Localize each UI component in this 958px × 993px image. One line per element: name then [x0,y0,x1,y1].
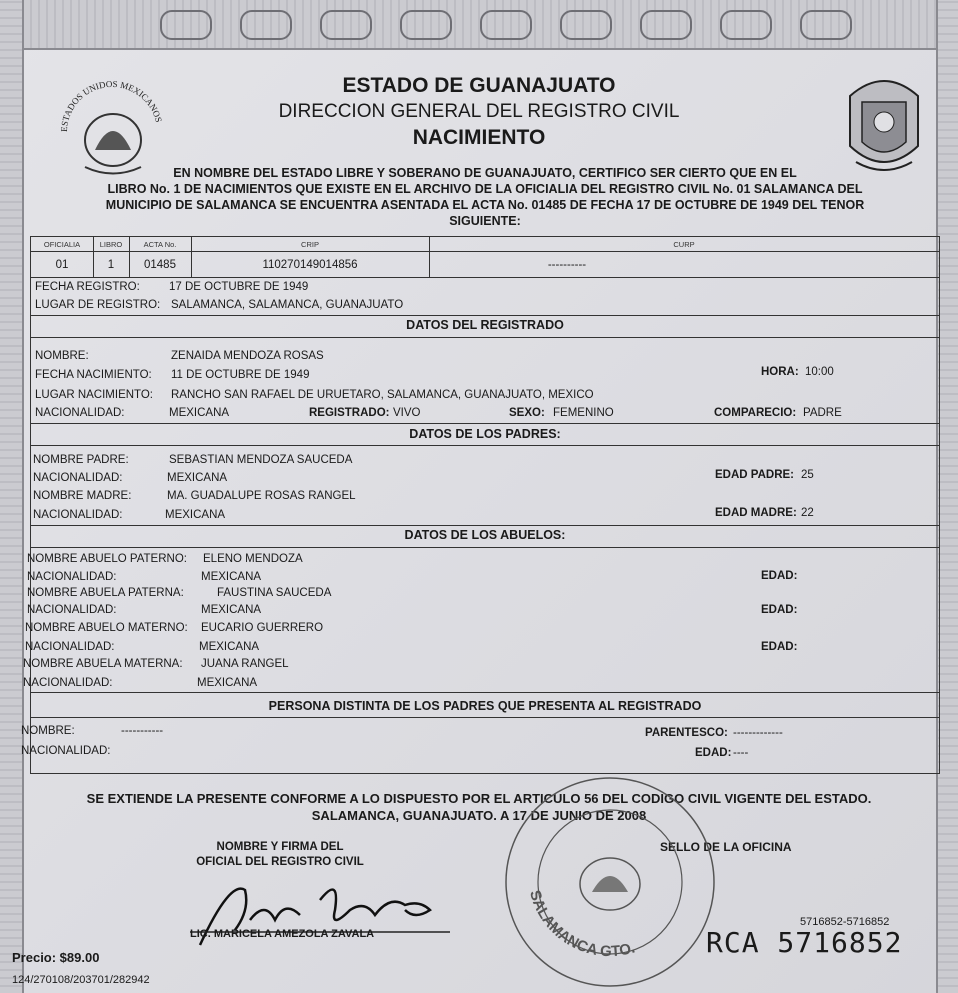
legal-line: SE EXTIENDE LA PRESENTE CONFORME A LO DISPUESTO POR EL ARTICULO 56 DEL CODIGO CIVIL VIGENTE DEL ESTADO. [86,791,872,806]
abuelo-paterno-edad-label: EDAD: [761,570,798,582]
abuela-paterna-nac-label: NACIONALIDAD: [27,604,117,616]
divider [31,717,939,718]
nombre-madre-label: NOMBRE MADRE: [33,490,132,502]
presenta-nacionalidad-label: NACIONALIDAD: [21,745,111,757]
padre-nacionalidad-label: NACIONALIDAD: [33,472,123,484]
nombre-value: ZENAIDA MENDOZA ROSAS [171,350,324,362]
intro-line: SIGUIENTE: [449,214,521,228]
madre-nacionalidad-label: NACIONALIDAD: [33,509,123,521]
lugar-registro-label: LUGAR DE REGISTRO: [35,299,161,311]
document-code: 124/270108/203701/282942 [12,974,150,986]
seal-caption: SELLO DE LA OFICINA [660,840,792,854]
abuelo-materno-nac-label: NACIONALIDAD: [25,641,115,653]
border-ornament [320,10,372,40]
sexo-label: SEXO: [509,407,545,419]
intro-line: LIBRO No. 1 DE NACIMIENTOS QUE EXISTE EN EL ARCHIVO DE LA OFICIALIA DEL REGISTRO CIVIL No. 01 SALAMANCA DEL [107,182,863,196]
abuela-materna-label: NOMBRE ABUELA MATERNA: [23,658,183,670]
svg-text:ESTADOS UNIDOS MEXICANOS: ESTADOS UNIDOS MEXICANOS [58,78,164,133]
abuela-materna-nac-value: MEXICANA [197,677,258,689]
issue-date-line: SALAMANCA, GUANAJUATO. A 17 DE JUNIO DE 2008 [311,808,647,823]
sexo-value: FEMENINO [553,407,614,419]
record-form [21,236,940,774]
crip-header: CRIP [301,240,319,249]
fecha-nacimiento-label: FECHA NACIMIENTO: [35,369,152,381]
presenta-edad-value: ---- [733,747,749,759]
curp-value: ---------- [547,259,587,271]
nombre-padre-label: NOMBRE PADRE: [33,454,129,466]
presenta-edad-label: EDAD: [695,747,732,759]
fecha-registro-label: FECHA REGISTRO: [35,281,140,293]
legal-statement [0,790,958,824]
acta-header: ACTA No. [143,240,177,249]
section-presenta: PERSONA DISTINTA DE LOS PADRES QUE PRESENTA AL REGISTRADO [268,699,702,713]
edad-padre-value: 25 [801,469,814,481]
officer-name: LIC. MARICELA AMEZOLA ZAVALA [190,928,375,940]
abuelo-materno-label: NOMBRE ABUELO MATERNO: [25,622,188,634]
border-ornament [800,10,852,40]
registrado-value: VIVO [393,407,421,419]
registrado-label: REGISTRADO: [309,407,390,419]
curp-header: CURP [673,240,695,249]
signature-caption [180,840,380,870]
folio-number: RCA 5716852 [706,926,903,959]
parentesco-label: PARENTESCO: [645,727,728,739]
divider [31,251,939,252]
intro-line: EN NOMBRE DEL ESTADO LIBRE Y SOBERANO DE GUANAJUATO, CERTIFICO SER CIERTO QUE EN EL [173,166,797,180]
abuelo-paterno-label: NOMBRE ABUELO PATERNO: [27,553,187,565]
edad-padre-label: EDAD PADRE: [715,469,795,481]
fecha-registro-value: 17 DE OCTUBRE DE 1949 [169,281,309,293]
abuela-paterna-nac-value: MEXICANA [201,604,262,616]
divider [31,337,939,338]
signature-caption-line: OFICIAL DEL REGISTRO CIVIL [196,856,364,868]
oficialia-header: OFICIALIA [43,240,81,249]
border-ornament [240,10,292,40]
abuela-paterna-edad-label: EDAD: [761,604,798,616]
abuelo-paterno-value: ELENO MENDOZA [203,553,303,565]
edad-madre-label: EDAD MADRE: [715,507,797,519]
abuela-paterna-label: NOMBRE ABUELA PATERNA: [27,587,184,599]
lugar-nacimiento-value: RANCHO SAN RAFAEL DE URUETARO, SALAMANCA, GUANAJUATO, MEXICO [171,389,594,401]
fecha-nacimiento-value: 11 DE OCTUBRE DE 1949 [171,369,310,381]
border-ornament [560,10,612,40]
lugar-registro-value: SALAMANCA, SALAMANCA, GUANAJUATO [171,299,404,311]
presenta-nombre-label: NOMBRE: [21,725,75,737]
border-ornament [480,10,532,40]
section-padres: DATOS DE LOS PADRES: [409,427,561,441]
abuelo-paterno-nac-value: MEXICANA [201,571,262,583]
state-title: ESTADO DE GUANAJUATO [342,74,616,97]
abuelo-materno-edad-label: EDAD: [761,641,798,653]
divider [31,525,939,526]
abuela-materna-value: JUANA RANGEL [201,658,289,670]
signature-caption-line: NOMBRE Y FIRMA DEL [216,841,344,853]
hora-label: HORA: [761,366,799,378]
divider [31,423,939,424]
office-title: DIRECCION GENERAL DEL REGISTRO CIVIL [278,101,680,122]
divider [31,445,939,446]
border-ornament [400,10,452,40]
crip-value: 110270149014856 [262,259,358,271]
nombre-padre-value: SEBASTIAN MENDOZA SAUCEDA [169,454,353,466]
edad-madre-value: 22 [801,507,814,519]
border-ornament [720,10,772,40]
document-type: NACIMIENTO [412,126,546,149]
comparecio-label: COMPARECIO: [714,407,797,419]
hora-value: 10:00 [805,366,834,378]
comparecio-value: PADRE [803,407,842,419]
lugar-nacimiento-label: LUGAR NACIMIENTO: [35,389,153,401]
padre-nacionalidad-value: MEXICANA [167,472,228,484]
abuelo-materno-nac-value: MEXICANA [199,641,260,653]
divider [31,547,939,548]
madre-nacionalidad-value: MEXICANA [165,509,226,521]
price: Precio: $89.00 [12,950,100,965]
svg-text:SALAMANCA GTO.: SALAMANCA GTO. [525,888,637,961]
border-ornament [160,10,212,40]
divider [31,692,939,693]
abuelo-paterno-nac-label: NACIONALIDAD: [27,571,117,583]
libro-header: LIBRO [99,240,123,249]
nacionalidad-label: NACIONALIDAD: [35,407,125,419]
divider [31,277,939,278]
abuela-materna-nac-label: NACIONALIDAD: [23,677,113,689]
official-stamp-icon [500,772,720,987]
border-ornament [640,10,692,40]
acta-value: 01485 [144,259,176,271]
certification-intro [60,165,910,229]
section-registrado: DATOS DEL REGISTRADO [406,318,564,332]
parentesco-value: ------------- [733,727,783,739]
nombre-label: NOMBRE: [35,350,89,362]
presenta-nombre-value: ----------- [121,725,164,737]
divider [31,315,939,316]
abuelo-materno-value: EUCARIO GUERRERO [201,622,324,634]
oficialia-value: 01 [55,259,69,271]
libro-value: 1 [107,259,115,271]
nacionalidad-value: MEXICANA [169,407,230,419]
folio-range: 5716852-5716852 [800,916,890,928]
intro-line: MUNICIPIO DE SALAMANCA SE ENCUENTRA ASENTADA EL ACTA No. 01485 DE FECHA 17 DE OCTUBRE DE 1949 DEL TENOR [105,198,865,212]
nombre-madre-value: MA. GUADALUPE ROSAS RANGEL [167,490,356,502]
abuela-paterna-value: FAUSTINA SAUCEDA [217,587,332,599]
section-abuelos: DATOS DE LOS ABUELOS: [404,528,566,542]
